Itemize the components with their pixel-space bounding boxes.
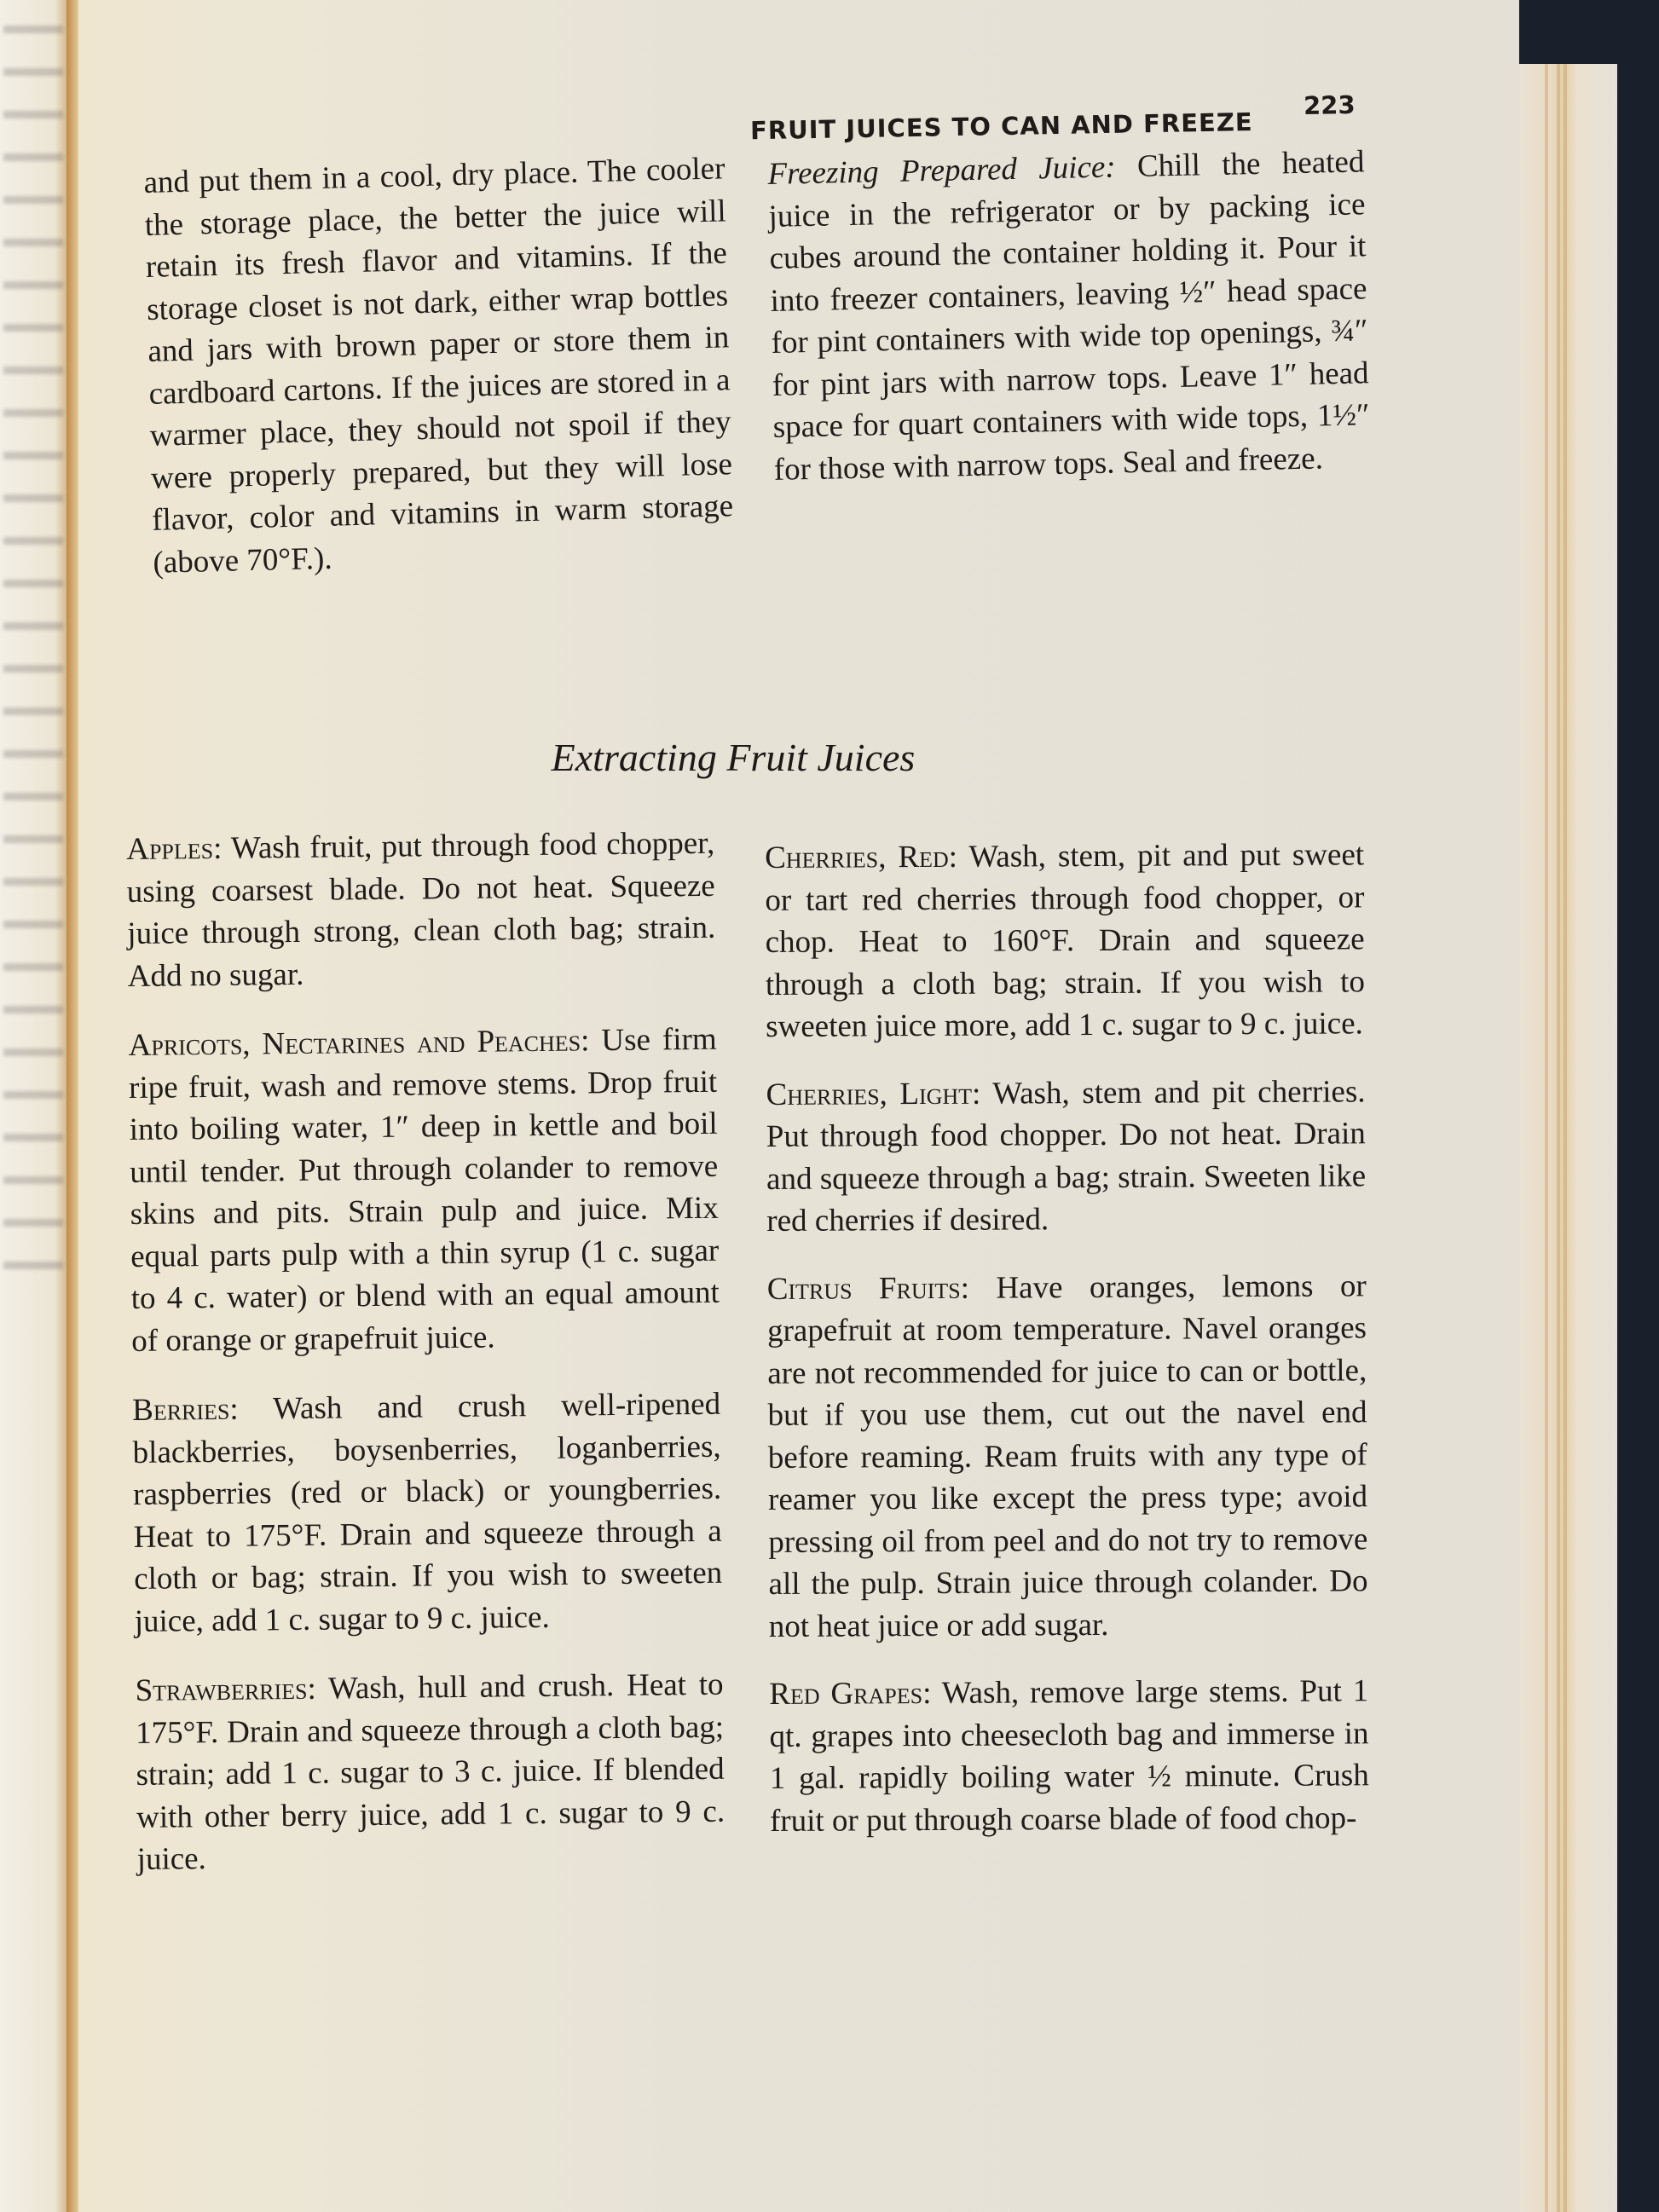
entry-berries (132, 1383, 723, 1643)
entry-body: Wash, remove large stems. Put 1 qt. grapes into cheesecloth bag and immerse in 1 gal. rapidly boiling water ½ minute. Crush fruit or put through coarse blade of food chop- (769, 1673, 1369, 1839)
entry-title: Cherries, Light: (766, 1076, 981, 1112)
entry-cherries-light (766, 1071, 1366, 1243)
entry-title: Citrus Fruits: (766, 1270, 970, 1307)
entry-body: Have oranges, lemons or grapefruit at room temperature. Navel oranges are not recommended for juice to can or bottle, but if you use them, cut out the navel end before reaming. Ream fruits with any type of reamer you like except the press type; avoid pressing oil from peel and do not try to remove all the pulp. Strain juice through colander. Do not heat juice or add sugar. (766, 1268, 1368, 1644)
entry-body: Use firm ripe fruit, wash and remove stems. Drop fruit into boiling water, 1″ deep in kettle and boil until tender. Put through colander to remove skins and pits. Strain pulp and juice. Mix equal parts pulp with a thin syrup (1 c. sugar to 4 c. water) or blend with an equal amount of orange or grapefruit juice. (128, 1021, 720, 1359)
continued-paragraph-column (143, 147, 735, 584)
running-head: FRUIT JUICES TO CAN AND FREEZE (749, 107, 1253, 146)
freezing-lead: Freezing Prepared Juice: (767, 149, 1117, 192)
section-title: Extracting Fruit Juices (551, 736, 916, 779)
entry-strawberries (135, 1664, 725, 1881)
entry-citrus-fruits (767, 1265, 1368, 1648)
entry-body: Wash, stem and pit cherries. Put through food chopper. Do not heat. Drain and squeeze through a bag; strain. Sweeten like red cherries if desired. (766, 1073, 1367, 1239)
freezing-paragraph (767, 141, 1371, 491)
page-number: 223 (1303, 90, 1356, 120)
entry-title: Cherries, Red: (765, 839, 958, 875)
entry-title: Strawberries: (135, 1671, 317, 1708)
continued-paragraph: and put them in a cool, dry place. The cooler the storage place, the better the juice will retain its fresh flavor and vitamins. If the storage closet is not dark, either wrap bottles and jars with brown paper or store them in cardboard cartons. If the juices are stored in a warmer place, they should not spoil if they were properly prepared, but they will lose flavor, color and vitamins in warm storage (above 70°F.). (143, 151, 734, 580)
entry-body: Wash, stem, pit and put sweet or tart red cherries through food chopper, or chop. Heat to 160°F. Drain and squeeze through a cloth bag; strain. If you wish to sweeten juice more, add 1 c. sugar to 9 c. juice. (765, 837, 1366, 1044)
entry-title: Red Grapes: (769, 1675, 932, 1712)
entry-apricots (128, 1019, 720, 1362)
freezing-body: Chill the heated juice in the refrigerator or by packing ice cubes around the container holding it. Pour it into freezer containers, leaving ½″ head space for pint containers with wide top openings, ¾″ for pint jars with narrow tops. Leave 1″ head space for quart containers with wide tops, 1½″ for those with narrow tops. Seal and freeze. (768, 144, 1371, 488)
entry-title: Apricots, Nectarines and Peaches: (128, 1023, 590, 1063)
right-column (765, 834, 1369, 1868)
entry-red-grapes (769, 1670, 1369, 1842)
freezing-paragraph-column (767, 141, 1371, 491)
left-column (126, 823, 725, 1909)
book-cover-corner (1519, 0, 1659, 64)
page-edges-stack (1519, 64, 1617, 2212)
entry-cherries-red (765, 834, 1365, 1048)
facing-page-blurred-text (3, 26, 63, 1304)
entry-title: Berries: (131, 1391, 239, 1428)
entry-body: Wash and crush well-ripened blackberries, boysenberries, loganberries, raspberries (red or black) or youngberries. Heat to 175°F. Drain and squeeze through a cloth or bag; strain. If you wish to sweeten juice, add 1 c. sugar to 9 c. juice. (132, 1386, 723, 1639)
entry-body: Wash, hull and crush. Heat to 175°F. Drain and squeeze through a cloth bag; strain; add 1 c. sugar to 3 c. juice. If blended with other berry juice, add 1 c. sugar to 9 c. juice. (135, 1666, 725, 1877)
entry-title: Apples: (126, 830, 223, 867)
entry-apples (126, 823, 716, 997)
entry-body: Wash fruit, put through food chopper, using coarsest blade. Do not heat. Squeeze juice through strong, clean cloth bag; strain. Add no sugar. (126, 825, 716, 994)
